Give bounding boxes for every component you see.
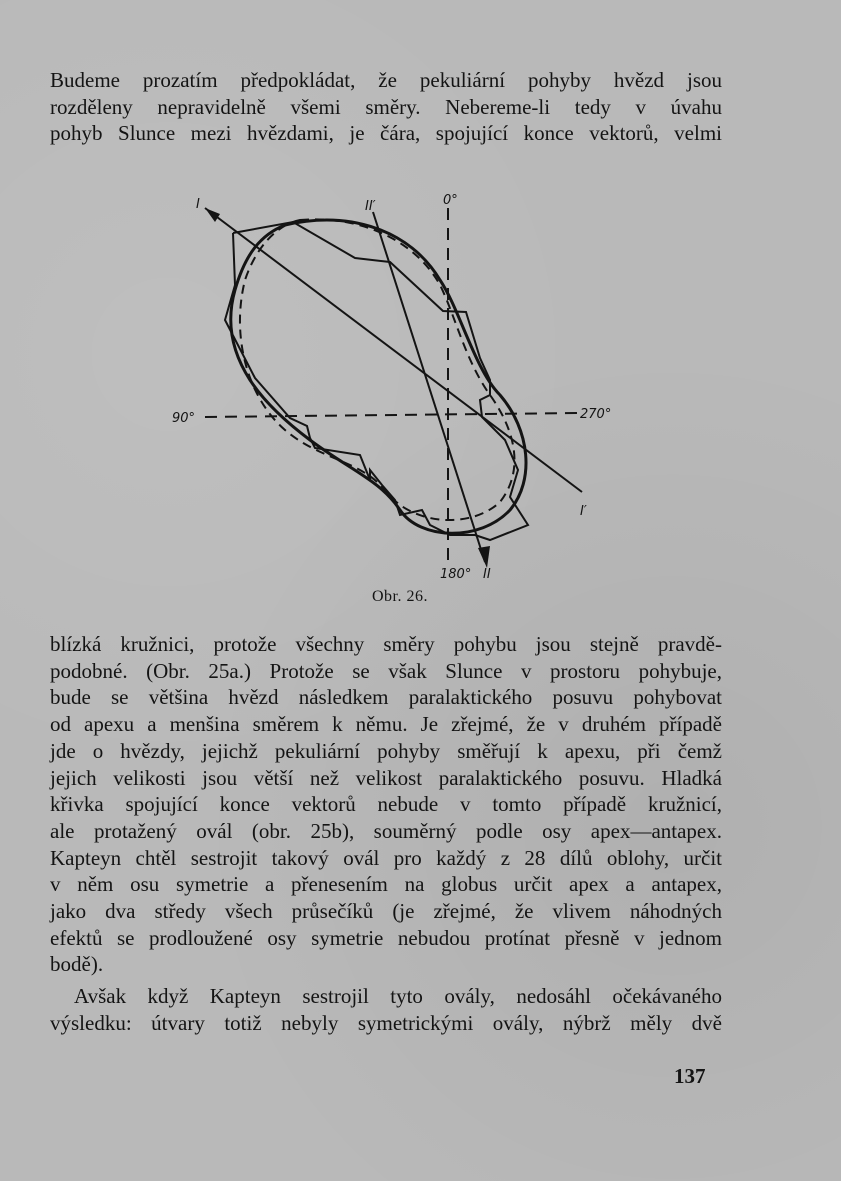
- paragraph-2: [50, 631, 722, 978]
- smooth-curve: [231, 220, 526, 533]
- text-line: bodě).: [50, 952, 104, 977]
- text-line: Avšak když Kapteyn sestrojil tyto ovály, nedosáhl očekávaného: [74, 984, 722, 1008]
- label-270-deg: 270°: [580, 407, 612, 422]
- text-line: od apexu a menšina směrem k němu. Je zřejmé, že v druhém případě: [50, 712, 722, 737]
- page-number: 137: [674, 1064, 706, 1088]
- figure-26-diagram: [160, 180, 640, 600]
- text-line: Budeme prozatím předpokládat, že pekuliární pohyby hvězd jsou: [50, 68, 722, 92]
- text-line: jako dva středy všech průsečíků (je zřejmé, že vlivem náhodných: [50, 899, 722, 924]
- text-line: podobné. (Obr. 25a.) Protože se však Slunce v prostoru pohybuje,: [50, 658, 722, 683]
- observed-polygon: [225, 222, 528, 540]
- label-II: II: [483, 567, 491, 582]
- label-I: I: [196, 197, 200, 212]
- label-I-prime: I′: [580, 504, 587, 519]
- text-line: jejich velikosti jsou větší než velikost paralaktického posuvu. Hladká: [50, 765, 722, 790]
- text-line: blízká kružnici, protože všechny směry pohybu jsou stejně pravdě-: [50, 632, 722, 656]
- text-line: pohyb Slunce mezi hvězdami, je čára, spojující konce vektorů, velmi: [50, 121, 722, 146]
- figure-caption: Obr. 26.: [372, 588, 428, 605]
- horizontal-axis-90-270: [205, 413, 578, 417]
- text-line: jde o hvězdy, jejichž pekuliární pohyby směřují k apexu, při čemž: [50, 738, 722, 763]
- text-line: křivka spojující konce vektorů nebude v tomto případě kružnicí,: [50, 792, 722, 817]
- axis-I: [205, 208, 582, 492]
- text-line: efektů se prodloužené osy symetrie nebudou protínat přesně v jednom: [50, 925, 722, 950]
- text-line: výsledku: útvary totiž nebyly symetrickými ovály, nýbrž měly dvě: [50, 1010, 722, 1035]
- label-II-prime: II′: [365, 199, 376, 214]
- text-line: rozděleny nepravidelně všemi směry. Nebereme-li tedy v úvahu: [50, 94, 722, 119]
- text-line: bude se většina hvězd následkem paralaktického posuvu pohybovat: [50, 685, 722, 710]
- arrowhead-icon: [478, 546, 490, 568]
- label-180-deg: 180°: [440, 567, 472, 582]
- paragraph-1: [50, 67, 722, 147]
- text-line: v něm osu symetrie a přenesením na globus určit apex a antapex,: [50, 872, 722, 897]
- arrowhead-icon: [205, 208, 220, 222]
- text-line: Kapteyn chtěl sestrojit takový ovál pro každý z 28 dílů oblohy, určit: [50, 845, 722, 870]
- star-streaming-oval-diagram: [160, 180, 640, 600]
- label-0-deg: 0°: [443, 193, 458, 208]
- text-line: ale protažený ovál (obr. 25b), souměrný podle osy apex—antapex.: [50, 818, 722, 843]
- paragraph-3: [50, 983, 722, 1036]
- label-90-deg: 90°: [172, 411, 196, 426]
